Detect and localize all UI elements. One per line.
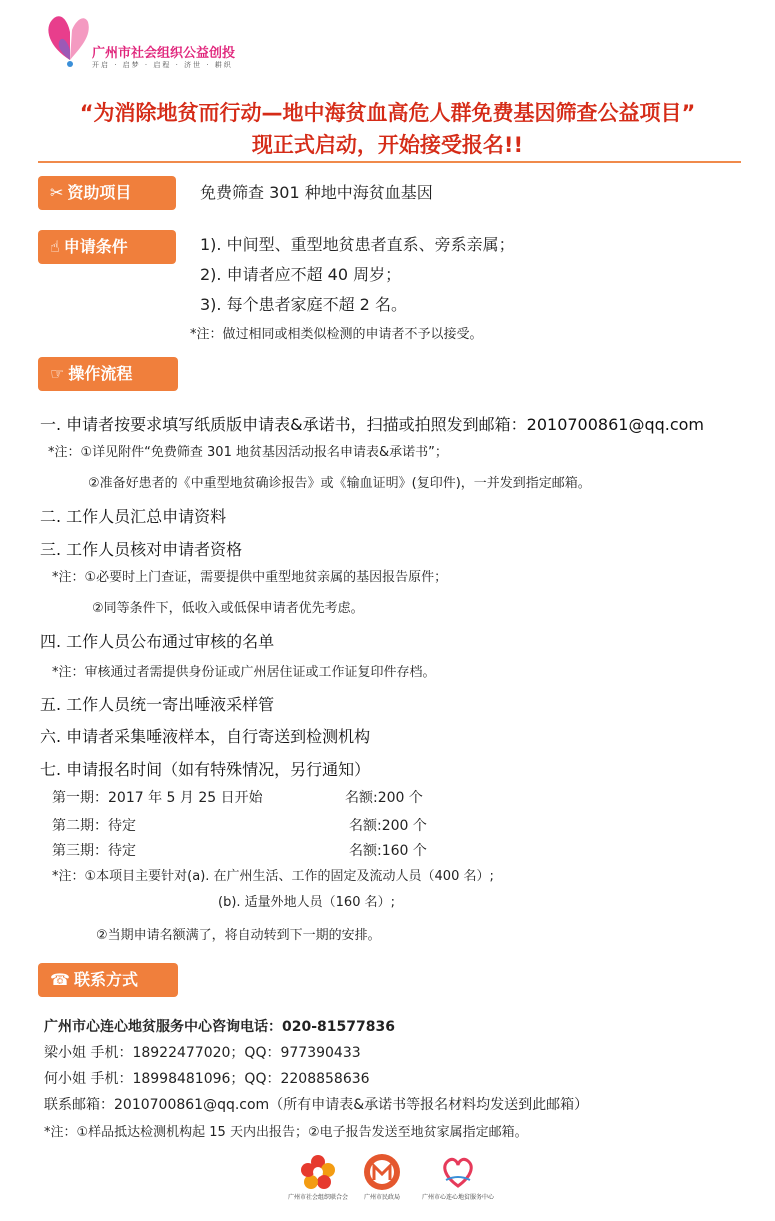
footer-logo-3-label: 广州市心连心地贫服务中心 xyxy=(421,1194,494,1201)
butterfly-logo-icon xyxy=(40,8,100,68)
condition-item: 1). 中间型、重型地贫患者直系、旁系亲属； xyxy=(200,235,515,254)
step-7: 七. 申请报名时间（如有特殊情况，另行通知） xyxy=(40,760,371,779)
step-7-note-3: ②当期申请名额满了，将自动转到下一期的安排。 xyxy=(96,928,381,943)
process-badge xyxy=(38,357,178,391)
footer-logo-1 xyxy=(283,1152,353,1210)
step-4: 四. 工作人员公布通过审核的名单 xyxy=(40,632,275,651)
divider xyxy=(38,161,741,163)
footer-logo-2 xyxy=(352,1152,412,1210)
step-1-note-1: *注：①详见附件“免费筛查 301 地贫基因活动报名申请表&承诺书”； xyxy=(48,445,448,460)
step-7-note-2: (b). 适量外地人员（160 名）; xyxy=(218,895,395,910)
contact-note: *注：①样品抵达检测机构起 15 天内出报告；②电子报告发送至地贫家属指定邮箱。 xyxy=(44,1125,528,1140)
footer-logo-1-label: 广州市社会组织联合会 xyxy=(287,1194,348,1201)
funding-text: 免费筛查 301 种地中海贫血基因 xyxy=(200,183,433,202)
condition-item: 3). 每个患者家庭不超 2 名。 xyxy=(200,295,407,314)
civil-affairs-logo-icon xyxy=(362,1152,402,1192)
step-3: 三. 工作人员核对申请者资格 xyxy=(40,540,243,559)
step-5: 五. 工作人员统一寄出唾液采样管 xyxy=(40,695,275,714)
process-badge-label: 操作流程 xyxy=(68,364,133,383)
step-1-note-2: ②准备好患者的《中重型地贫确诊报告》或《输血证明》(复印件)，一并发到指定邮箱。 xyxy=(88,476,591,491)
logo-text: 广州市社会组织公益创投 xyxy=(92,46,236,61)
period-quota: 名额:200 个 xyxy=(345,790,423,806)
logo xyxy=(40,8,240,68)
contact-email[interactable]: 联系邮箱：2010700861@qq.com（所有申请表&承诺书等报名材料均发送到此邮箱） xyxy=(44,1097,589,1113)
headline-line1: “为消除地贫而行动—地中海贫血高危人群免费基因筛查公益项目” xyxy=(79,101,696,125)
conditions-note: *注：做过相同或相类似检测的申请者不予以接受。 xyxy=(190,327,483,342)
period-name: 第二期：待定 xyxy=(52,818,136,834)
step-6: 六. 申请者采集唾液样本，自行寄送到检测机构 xyxy=(40,727,371,746)
ribbon-icon: ✂ xyxy=(50,183,64,202)
contact-person-2: 何小姐 手机：18998481096；QQ：2208858636 xyxy=(44,1071,370,1087)
hand-icon: ☝ xyxy=(50,237,60,256)
contact-badge xyxy=(38,963,178,997)
step-2: 二. 工作人员汇总申请资料 xyxy=(40,507,227,526)
pointing-hand-icon: ☞ xyxy=(50,364,65,383)
condition-item: 2). 申请者应不超 40 周岁； xyxy=(200,265,402,284)
period-quota: 名额:200 个 xyxy=(349,818,427,834)
step-4-note: *注：审核通过者需提供身份证或广州居住证或工作证复印件存档。 xyxy=(52,665,436,680)
contact-badge-label: 联系方式 xyxy=(73,970,138,989)
step-7-note-1: *注：①本项目主要针对(a). 在广州生活、工作的固定及流动人员（400 名）; xyxy=(52,869,494,884)
heart-logo-icon xyxy=(438,1152,478,1192)
funding-badge-label: 资助项目 xyxy=(67,183,132,202)
conditions-badge-label: 申请条件 xyxy=(63,237,128,256)
contact-hotline: 广州市心连心地贫服务中心咨询电话：020-81577836 xyxy=(44,1019,395,1035)
step-3-note-1: *注：①必要时上门查证，需要提供中重型地贫亲属的基因报告原件； xyxy=(52,570,448,585)
logo-subtext: 开启 · 启梦 · 启程 · 济世 · 耕织 xyxy=(92,61,233,69)
period-name: 第三期：待定 xyxy=(52,843,136,859)
footer-logo-3 xyxy=(418,1152,498,1210)
funding-badge xyxy=(38,176,176,210)
step-1: 一. 申请者按要求填写纸质版申请表&承诺书，扫描或拍照发到邮箱：2010700861@qq.com xyxy=(40,415,705,434)
headline-line2: 现正式启动，开始接受报名!! xyxy=(251,133,524,157)
period-name: 第一期：2017 年 5 月 25 日开始 xyxy=(52,790,263,806)
contact-person-1: 梁小姐 手机：18922477020；QQ：977390433 xyxy=(44,1045,361,1061)
phone-icon: ☎ xyxy=(50,970,70,989)
conditions-badge xyxy=(38,230,176,264)
step-3-note-2: ②同等条件下，低收入或低保申请者优先考虑。 xyxy=(92,601,364,616)
footer-logo-2-label: 广州市民政局 xyxy=(363,1194,400,1201)
flower-logo-icon xyxy=(298,1152,338,1192)
period-quota: 名额:160 个 xyxy=(349,843,427,859)
